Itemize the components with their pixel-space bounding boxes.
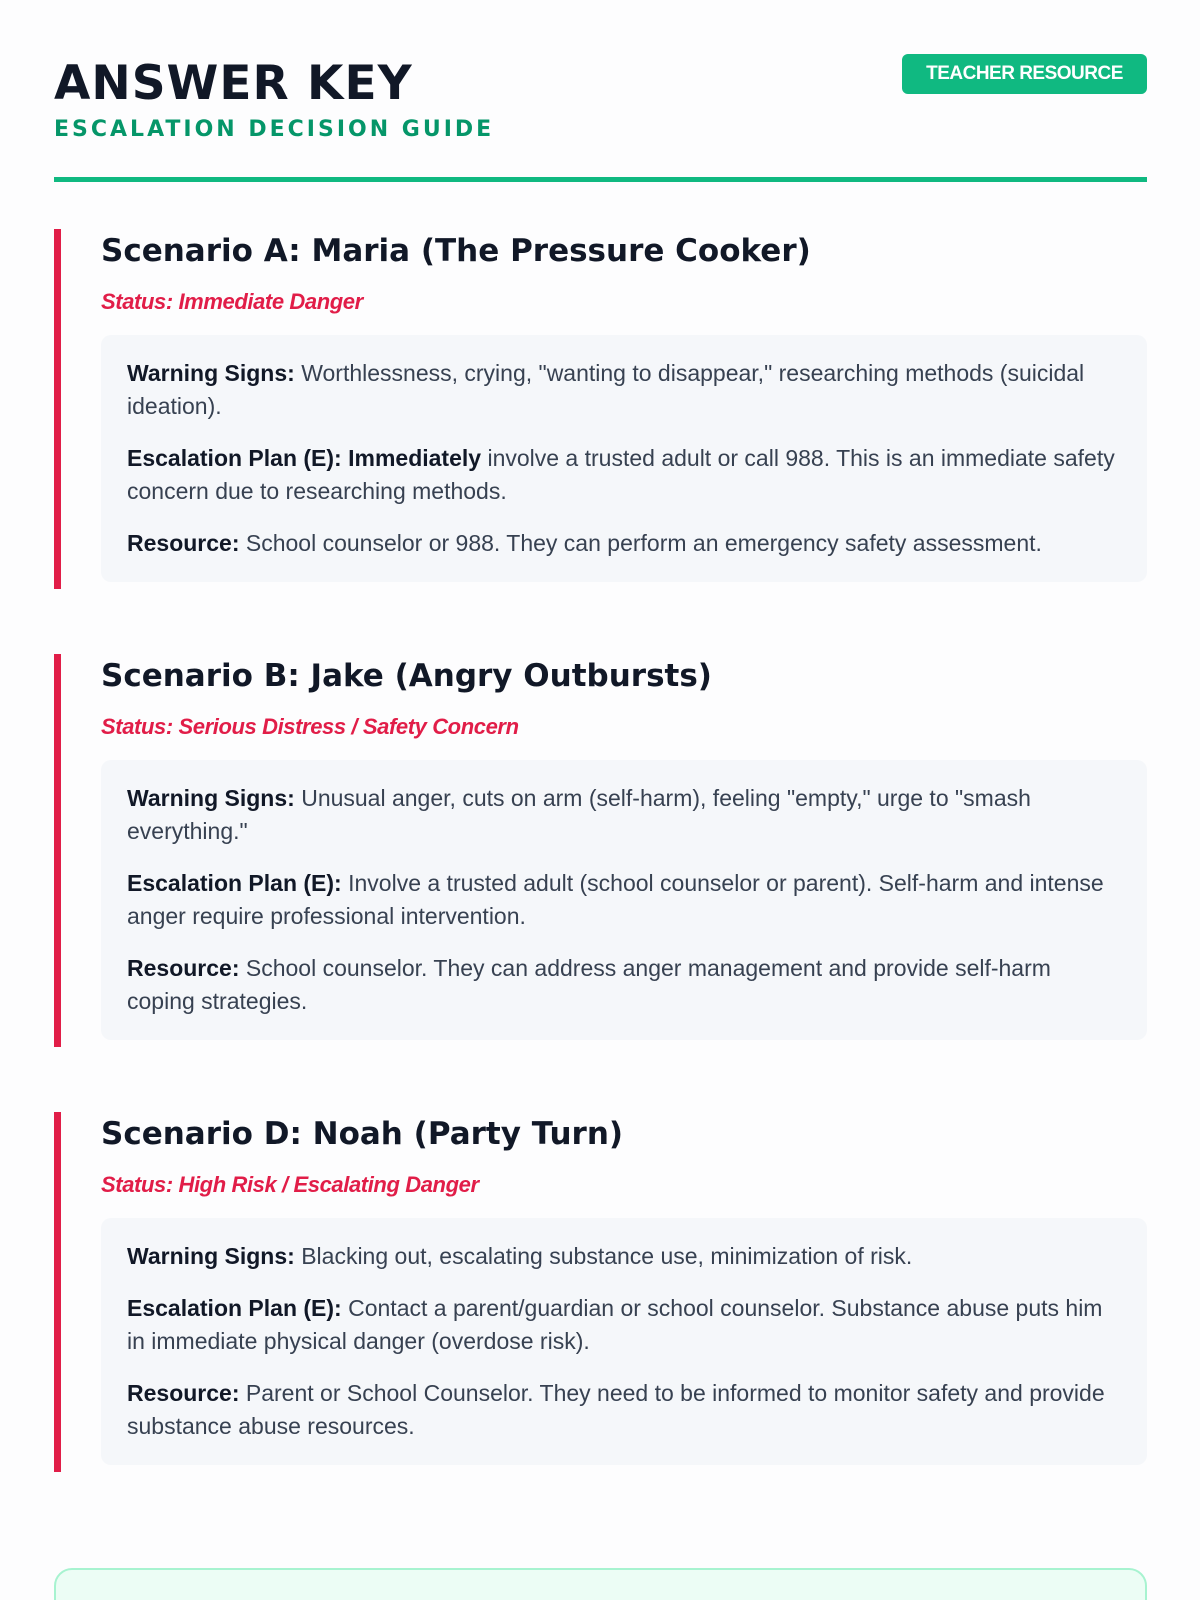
escalation-plan-text: Involve a trusted adult (school counselor or parent). Self-harm and intense anger require professional intervention. (127, 870, 1104, 929)
scenario-card-d (54, 1112, 1147, 1472)
resource (127, 527, 1121, 560)
page-subtitle: ESCALATION DECISION GUIDE (54, 117, 495, 142)
status-label: Status: Immediate Danger (101, 289, 363, 314)
answer-key-page (54, 0, 1147, 1439)
page-title: ANSWER KEY (54, 56, 413, 111)
footer-note-box (54, 1568, 1147, 1600)
escalation-plan (127, 442, 1121, 508)
warning-signs (127, 357, 1121, 423)
warning-signs-text: Worthlessness, crying, "wanting to disappear," researching methods (suicidal ideation). (127, 360, 1085, 419)
status-label: Status: Serious Distress / Safety Concern (101, 714, 519, 739)
warning-signs-label: Warning Signs: (127, 360, 295, 386)
page-header (54, 0, 1147, 182)
resource-label: Resource: (127, 530, 240, 556)
status-label: Status: High Risk / Escalating Danger (101, 1172, 479, 1197)
warning-signs (127, 782, 1121, 848)
escalation-plan-text: involve a trusted adult or call 988. This is an immediate safety concern due to researching methods. (127, 445, 1115, 504)
scenario-card-a (54, 229, 1147, 589)
escalation-plan-label: Escalation Plan (E): (127, 445, 342, 471)
escalation-plan-label: Escalation Plan (E): (127, 870, 342, 896)
warning-signs-text: Unusual anger, cuts on arm (self-harm), feeling "empty," urge to "smash everything." (127, 785, 1031, 844)
scenario-details (101, 760, 1147, 1040)
warning-signs-text: Blacking out, escalating substance use, minimization of risk. (294, 1243, 913, 1269)
escalation-plan (127, 867, 1121, 933)
teacher-resource-badge: TEACHER RESOURCE (902, 54, 1147, 94)
scenario-title: Scenario A: Maria (The Pressure Cooker) (101, 233, 811, 269)
scenario-details (101, 1218, 1147, 1465)
resource-label: Resource: (127, 1380, 240, 1406)
resource (127, 952, 1121, 1018)
scenario-title: Scenario D: Noah (Party Turn) (101, 1116, 624, 1152)
resource (127, 1377, 1121, 1443)
resource-text: School counselor or 988. They can perform an emergency safety assessment. (239, 530, 1042, 556)
resource-text: School counselor. They can address anger management and provide self-harm coping strategies. (127, 955, 1051, 1014)
resource-text: Parent or School Counselor. They need to be informed to monitor safety and provide substance abuse resources. (127, 1380, 1105, 1439)
escalation-plan (127, 1292, 1121, 1358)
warning-signs-label: Warning Signs: (127, 785, 295, 811)
escalation-plan-text: Contact a parent/guardian or school counselor. Substance abuse puts him in immediate physical danger (overdose risk). (127, 1295, 1103, 1354)
scenario-card-b (54, 654, 1147, 1047)
scenario-title: Scenario B: Jake (Angry Outbursts) (101, 658, 712, 694)
resource-label: Resource: (127, 955, 240, 981)
scenario-details (101, 335, 1147, 582)
warning-signs (127, 1240, 1121, 1273)
escalation-plan-emphasis: Immediately (341, 445, 482, 471)
escalation-plan-label: Escalation Plan (E): (127, 1295, 342, 1321)
warning-signs-label: Warning Signs: (127, 1243, 295, 1269)
